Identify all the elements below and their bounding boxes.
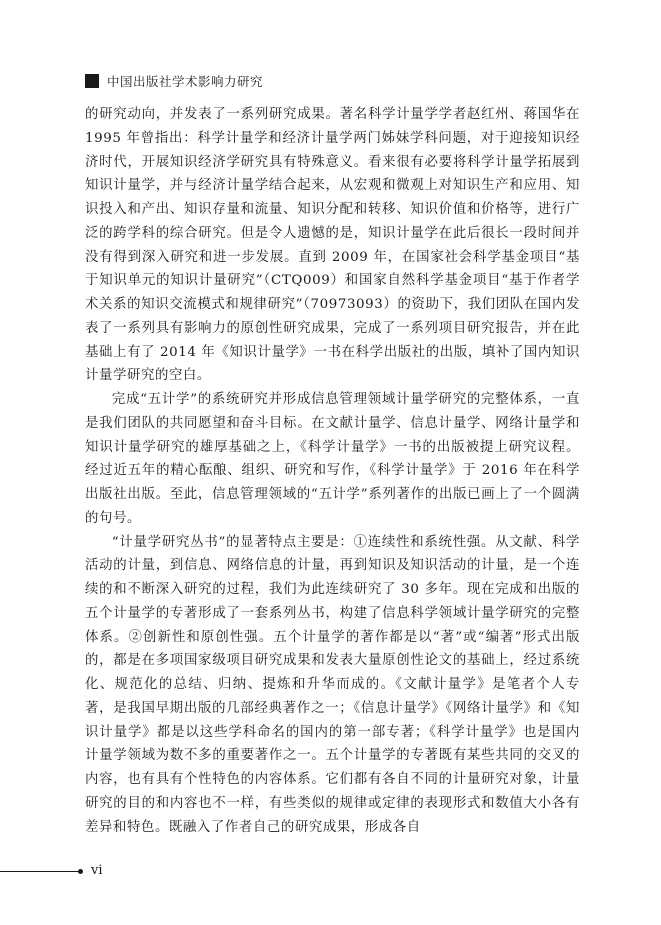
footer-rule — [0, 871, 78, 872]
running-header — [85, 71, 263, 91]
footer-dot — [78, 869, 83, 874]
paragraph: 完成“五计学”的系统研究并形成信息管理领域计量学研究的完整体系，一直是我们团队的共同愿望和奋斗目标。在文献计量学、信息计量学、网络计量学和知识计量学研究的雄厚基础之上，《科学计量学》一书的出版被提上研究议程。经过近五年的精心酝酿、组织、研究和写作，《科学计量学》于 2016 年在科学出版社出版。至此，信息管理领域的“五计学”系列著作的出版已画上了一个圆满的句号。 — [85, 392, 580, 526]
paragraph-continued: 的研究动向，并发表了一系列研究成果。著名科学计量学学者赵红州、蒋国华在 1995 年曾指出：科学计量学和经济计量学两门姊妹学科问题，对于迎接知识经济时代，开展知识经济学研究具有特殊意义。看来很有必要将科学计量学拓展到知识计量学，并与经济计量学结合起来，从宏观和微观上对知识生产和应用、知识投入和产出、知识存量和流量、知识分配和转移、知识价值和价格等，进行广泛的跨学科的综合研究。但是令人遗憾的是，知识计量学在此后很长一段时间并没有得到深入研究和进一步发展。直到 2009 年，在国家社会科学基金项目“基于知识单元的知识计量研究”（CTQ009）和国家自然科学基金项目“基于作者学术关系的知识交流模式和规律研究”（70973093）的资助下，我们团队在国内发表了一系列具有影响力的原创性研究成果，完成了一系列项目研究报告，并在此基础上有了 2014 年《知识计量学》一书在科学出版社的出版，填补了国内知识计量学研究的空白。 — [85, 107, 580, 384]
page-footer — [0, 862, 200, 882]
body-text — [85, 103, 580, 839]
paragraph: “计量学研究丛书”的显著特点主要是：①连续性和系统性强。从文献、科学活动的计量，到信息、网络信息的计量，再到知识及知识活动的计量，是一个连续的和不断深入研究的过程，我们为此连续研究了 30 多年。现在完成和出版的五个计量学的专著形成了一套系列丛书，构建了信息科学领域计量学研究的完整体系。②创新性和原创性强。五个计量学的著作都是以“著”或“编著”形式出版的，都是在多项国家级项目研究成果和发表大量原创性论文的基础上，经过系统化、规范化的总结、归纳、提炼和升华而成的。《文献计量学》是笔者个人专著，是我国早期出版的几部经典著作之一；《信息计量学》《网络计量学》和《知识计量学》都是以这些学科命名的国内的第一部专著；《科学计量学》也是国内计量学领域为数不多的重要著作之一。五个计量学的专著既有某些共同的交叉的内容，也有具有个性特色的内容体系。它们都有各自不同的计量研究对象，计量研究的目的和内容也不一样，有些类似的规律或定律的表现形式和数值大小各有差异和特色。既融入了作者自己的研究成果，形成各自 — [85, 534, 580, 835]
running-header-title: 中国出版社学术影响力研究 — [107, 74, 264, 89]
header-square-marker — [85, 74, 99, 88]
page-number: vi — [91, 863, 103, 878]
